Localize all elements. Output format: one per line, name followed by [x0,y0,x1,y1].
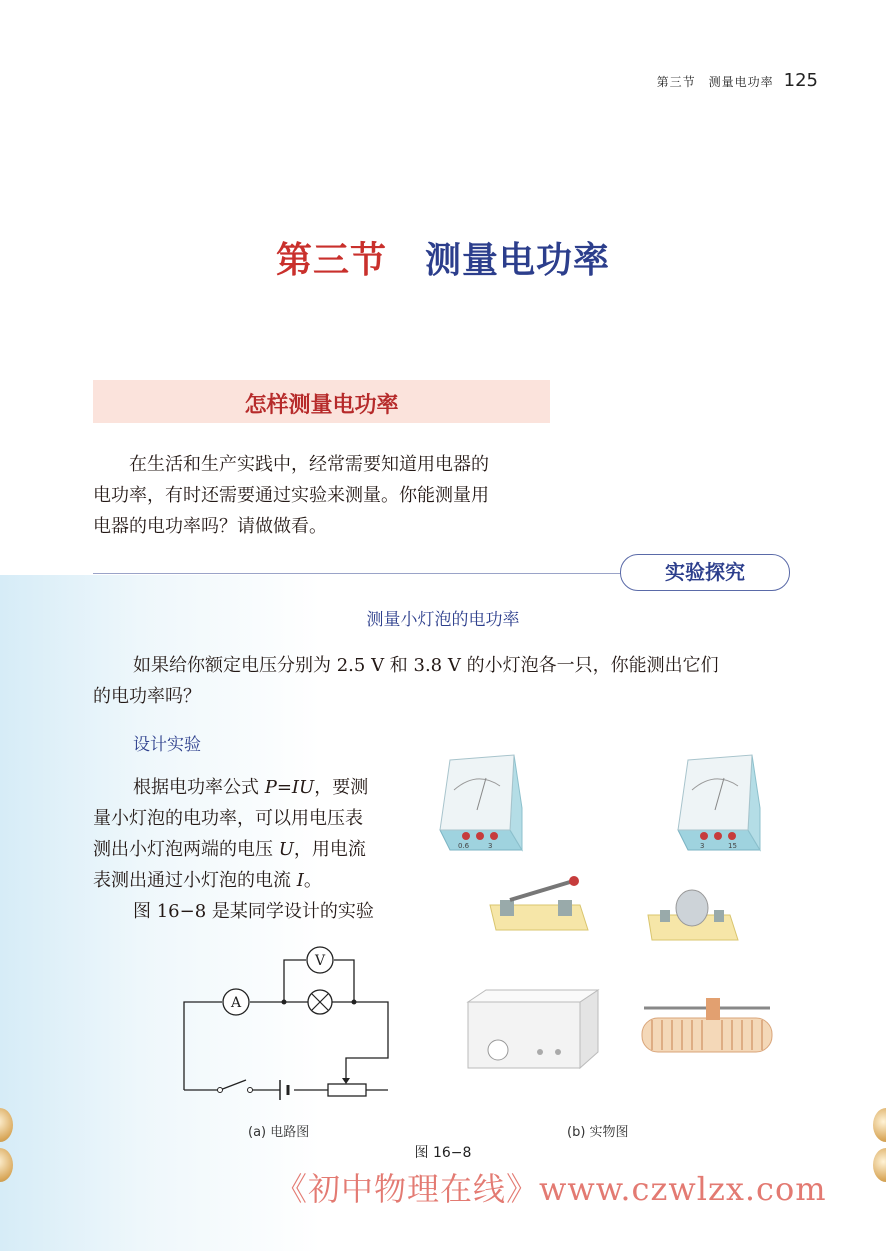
question-line-2: 的电功率吗？ [93,686,201,707]
design-line-5: 图 16−8 是某同学设计的实验 [133,901,374,922]
watermark: 《初中物理在线》www.czwlzx.com [275,1170,827,1208]
caption-circuit: (a) 电路图 [248,1125,310,1140]
power-supply [468,990,598,1068]
junction [352,1000,357,1005]
scale-label: 15 [728,842,737,850]
slider-arrow [342,1078,350,1084]
wire [284,960,306,1002]
design-heading: 设计实验 [133,735,201,755]
circuit-diagram [170,940,410,1105]
design-line-3 [93,834,366,865]
symbol-i: I [296,870,304,891]
design-line-4 [93,865,322,896]
section-number: 第三节 [275,239,387,281]
design-text: ，用电流 [293,839,366,860]
page-number: 125 [783,70,818,91]
intro-line-1: 在生活和生产实践中，经常需要知道用电器的 [129,454,489,475]
question-line-1: 如果给你额定电压分别为 2.5 V 和 3.8 V 的小灯泡各一只，你能测出它们 [133,655,719,676]
formula: P=IU [264,777,315,798]
knife-switch [490,876,588,930]
scale-label: 3 [700,842,705,850]
subsection-title: 怎样测量电功率 [244,393,399,418]
wire [346,1002,388,1070]
ammeter-device [440,755,522,850]
symbol-u: U [278,839,294,860]
rheostat-device [642,998,772,1052]
design-text: 根据电功率公式 [133,777,265,798]
caption-apparatus: (b) 实物图 [567,1125,629,1140]
design-text: 表测出通过小灯泡的电流 [93,870,297,891]
running-header [657,70,818,91]
intro-line-3: 电器的电功率吗？请做做看。 [93,516,327,537]
scale-label: 0.6 [458,842,470,850]
design-line-2: 量小灯泡的电功率，可以用电压表 [93,808,363,829]
apparatus-illustration [430,750,790,1085]
rheostat [328,1084,366,1096]
explore-badge: 实验探究 [620,554,790,591]
design-text: 测出小灯泡两端的电压 [93,839,279,860]
section-title [0,232,886,283]
design-text: ，要测 [314,777,369,798]
wire [184,1002,222,1090]
wire [334,960,354,1002]
switch [220,1080,246,1090]
section-name: 测量电功率 [425,240,611,281]
figure-label: 图 16−8 [414,1145,472,1161]
scale-label: 3 [488,842,493,850]
experiment-title: 测量小灯泡的电功率 [366,610,520,630]
voltmeter-label: V [314,953,326,969]
divider-line [93,573,653,574]
junction [282,1000,287,1005]
design-text: 。 [303,870,322,891]
lamp-holder [648,890,738,940]
intro-line-2: 电功率，有时还需要通过实验来测量。你能测量用 [93,485,489,506]
switch-contact [218,1088,223,1093]
ammeter-label: A [230,995,242,1011]
switch-contact [248,1088,253,1093]
header-section: 第三节 测量电功率 [656,75,774,89]
subsection-banner [93,380,550,423]
voltmeter-device [678,755,760,850]
design-line-1 [133,772,368,803]
